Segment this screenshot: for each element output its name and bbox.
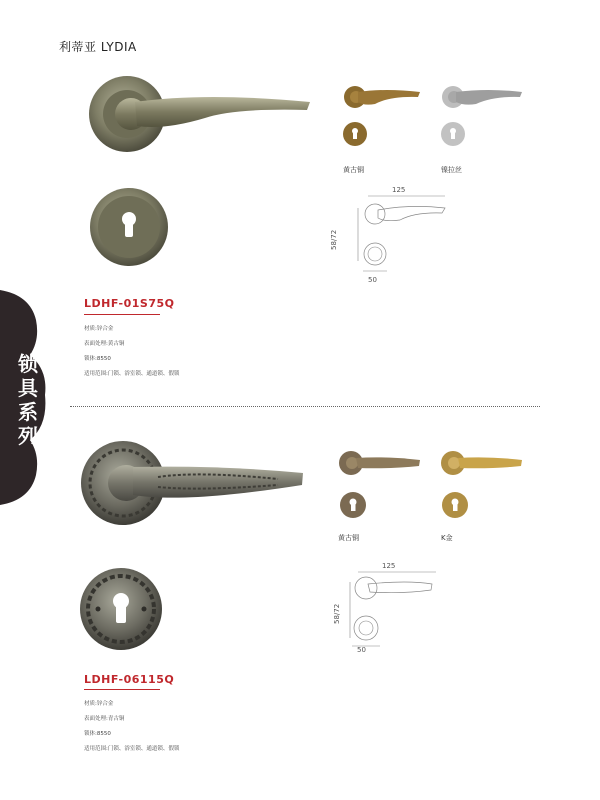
product1-dim-width: 125 bbox=[392, 186, 406, 194]
side-tab-label bbox=[14, 352, 42, 448]
product1-dim-height: 58/72 bbox=[330, 229, 338, 250]
product1-swatch-yellow-bronze bbox=[340, 82, 422, 152]
product1-model: LDHF-01S75Q bbox=[84, 297, 175, 310]
product2-spec-body: 锁体:8550 bbox=[84, 731, 111, 737]
product2-model-underline bbox=[84, 689, 160, 690]
product2-swatch-label-2: K金 bbox=[441, 534, 453, 542]
product1-spec-material: 材质:锌合金 bbox=[84, 326, 114, 332]
product1-spec-body: 锁体:8550 bbox=[84, 356, 111, 362]
product1-dimension-drawing bbox=[330, 186, 460, 288]
product1-model-underline bbox=[84, 314, 160, 315]
product2-spec-material: 材质:锌合金 bbox=[84, 701, 114, 707]
product1-dim-rose: 50 bbox=[368, 276, 377, 284]
product2-swatch-label-1: 黄古铜 bbox=[338, 534, 359, 542]
side-char-3: 系 bbox=[18, 400, 38, 424]
product1-spec-usage: 适用范围:门锁、浴室锁、通道锁、假锁 bbox=[84, 371, 180, 377]
product1-handle-image bbox=[85, 72, 315, 162]
product2-model: LDHF-06115Q bbox=[84, 673, 175, 686]
section-divider bbox=[70, 406, 540, 407]
product1-swatch-nickel bbox=[438, 82, 528, 152]
side-char-1: 锁 bbox=[18, 352, 38, 376]
side-char-4: 列 bbox=[18, 424, 38, 448]
product2-dimension-drawing bbox=[328, 558, 463, 658]
product2-specs bbox=[84, 697, 179, 757]
product2-spec-finish: 表面处理:青古铜 bbox=[84, 716, 125, 722]
product2-dim-height: 58/72 bbox=[333, 603, 341, 624]
product1-specs bbox=[84, 322, 179, 382]
product1-swatch-label-1: 黄古铜 bbox=[343, 166, 364, 174]
product2-swatch-yellow-bronze bbox=[336, 448, 426, 524]
product2-swatch-k-gold bbox=[438, 448, 528, 524]
product2-dim-rose: 50 bbox=[357, 646, 366, 654]
product1-swatch-label-2: 镍拉丝 bbox=[441, 166, 462, 174]
brand-logo: 利蒂亚 LYDIA bbox=[59, 40, 137, 54]
product2-dim-width: 125 bbox=[382, 562, 396, 570]
side-char-2: 具 bbox=[18, 376, 38, 400]
product2-handle-image bbox=[78, 435, 308, 530]
product2-escutcheon-image bbox=[78, 566, 164, 652]
product2-spec-usage: 适用范围:门锁、浴室锁、通道锁、假锁 bbox=[84, 746, 180, 752]
product1-escutcheon-image bbox=[88, 186, 170, 268]
product1-spec-finish: 表面处理:黄古铜 bbox=[84, 341, 125, 347]
